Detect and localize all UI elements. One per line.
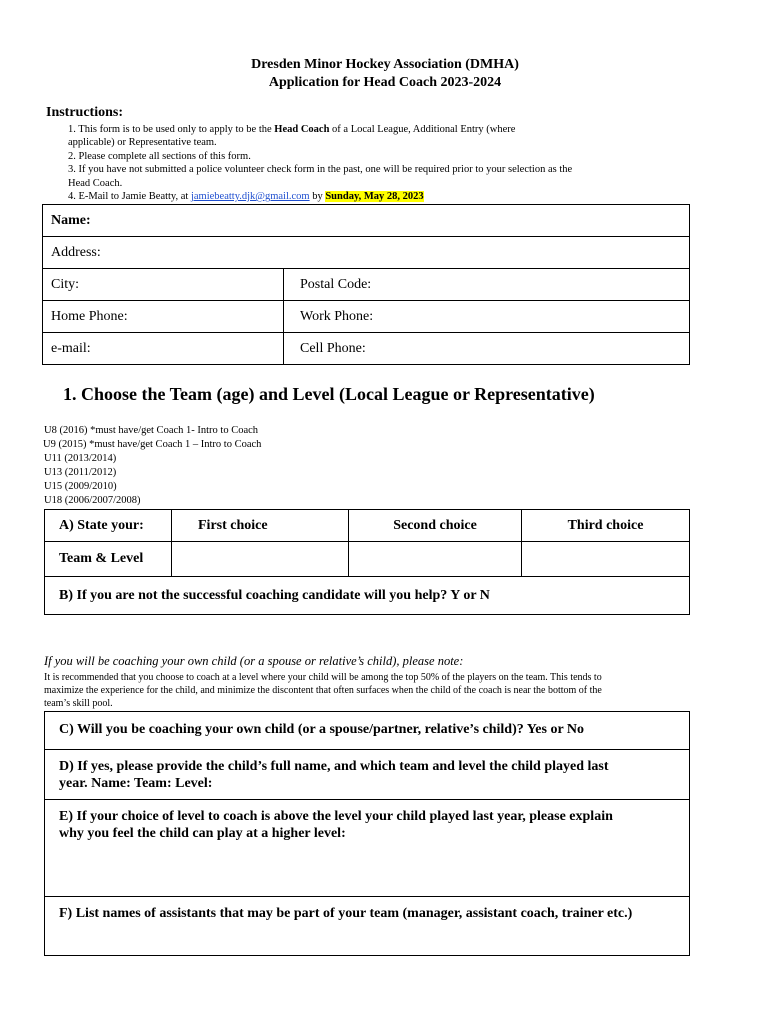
- third-choice-input[interactable]: [522, 542, 690, 577]
- postal-code-field[interactable]: Postal Code:: [284, 269, 690, 301]
- email-field[interactable]: e-mail:: [43, 333, 284, 365]
- question-c: C) Will you be coaching your own child (or a spouse/partner, relative’s child)? Yes or No: [59, 722, 585, 737]
- age-group-u13: U13 (2011/2012): [44, 467, 117, 478]
- instruction-item-3-cont: Head Coach.: [68, 178, 123, 189]
- address-field[interactable]: Address:: [43, 237, 690, 269]
- question-d: D) If yes, please provide the child’s full name, and which team and level the child played last year. Name: Team: Level:: [59, 759, 609, 791]
- team-level-label: Team & Level: [45, 542, 172, 577]
- first-choice-header: First choice: [172, 510, 349, 542]
- instruction-item-1-cont: applicable) or Representative team.: [68, 137, 217, 148]
- own-child-note-heading: If you will be coaching your own child (or a spouse or relative’s child), please note:: [44, 654, 464, 668]
- form-title: Dresden Minor Hockey Association (DMHA): [251, 57, 519, 72]
- instruction-item-1: 1. This form is to be used only to apply to be the Head Coach of a Local League, Additional Entry (where: [68, 124, 516, 135]
- second-choice-header: Second choice: [349, 510, 522, 542]
- third-choice-header: Third choice: [522, 510, 690, 542]
- deadline-highlight: Sunday, May 28, 2023: [325, 191, 424, 202]
- section-1-heading: 1. Choose the Team (age) and Level (Local League or Representative): [63, 384, 595, 404]
- age-group-u18: U18 (2006/2007/2008): [44, 495, 141, 506]
- name-field[interactable]: Name:: [43, 205, 690, 237]
- age-group-u8: U8 (2016) *must have/get Coach 1- Intro to Coach: [44, 425, 259, 436]
- choice-table: [44, 509, 690, 615]
- second-choice-input[interactable]: [349, 542, 522, 577]
- age-group-u9: U9 (2015) *must have/get Coach 1 – Intro to Coach: [43, 439, 262, 450]
- work-phone-field[interactable]: Work Phone:: [284, 301, 690, 333]
- age-group-u11: U11 (2013/2014): [44, 453, 117, 464]
- form-subtitle: Application for Head Coach 2023-2024: [268, 75, 502, 90]
- question-f: F) List names of assistants that may be part of your team (manager, assistant coach, trainer etc.): [59, 906, 633, 921]
- instruction-item-3: 3. If you have not submitted a police volunteer check form in the past, one will be required prior to your selection as the: [68, 164, 573, 175]
- city-field[interactable]: City:: [43, 269, 284, 301]
- email-link[interactable]: jamiebeatty.djk@gmail.com: [190, 191, 310, 202]
- question-b[interactable]: B) If you are not the successful coaching candidate will you help? Y or N: [45, 577, 690, 615]
- own-child-note: It is recommended that you choose to coach at a level where your child will be among the top 50% of the players on the team. This tends to maximize the experience for the child, and minimize the discontent that often surfaces when the child of the coach is near the bottom of the team’s skill pool.: [44, 672, 602, 709]
- questions-box: [44, 711, 690, 956]
- question-e: E) If your choice of level to coach is above the level your child played last year, please explain why you feel the child can play at a higher level:: [59, 809, 613, 841]
- contact-info-table: [42, 204, 690, 365]
- home-phone-field[interactable]: Home Phone:: [43, 301, 284, 333]
- cell-phone-field[interactable]: Cell Phone:: [284, 333, 690, 365]
- question-d-row[interactable]: [45, 749, 689, 800]
- state-your-label: A) State your:: [45, 510, 172, 542]
- instruction-item-4: 4. E-Mail to Jamie Beatty, at jamiebeatty.djk@gmail.com by Sunday, May 28, 2023: [68, 191, 424, 202]
- question-e-row[interactable]: [45, 799, 689, 897]
- question-c-row[interactable]: [45, 712, 689, 750]
- age-group-u15: U15 (2009/2010): [44, 481, 117, 492]
- instructions-heading: Instructions:: [46, 105, 124, 120]
- first-choice-input[interactable]: [172, 542, 349, 577]
- instruction-item-2: 2. Please complete all sections of this form.: [68, 151, 251, 162]
- question-f-row[interactable]: [45, 896, 689, 955]
